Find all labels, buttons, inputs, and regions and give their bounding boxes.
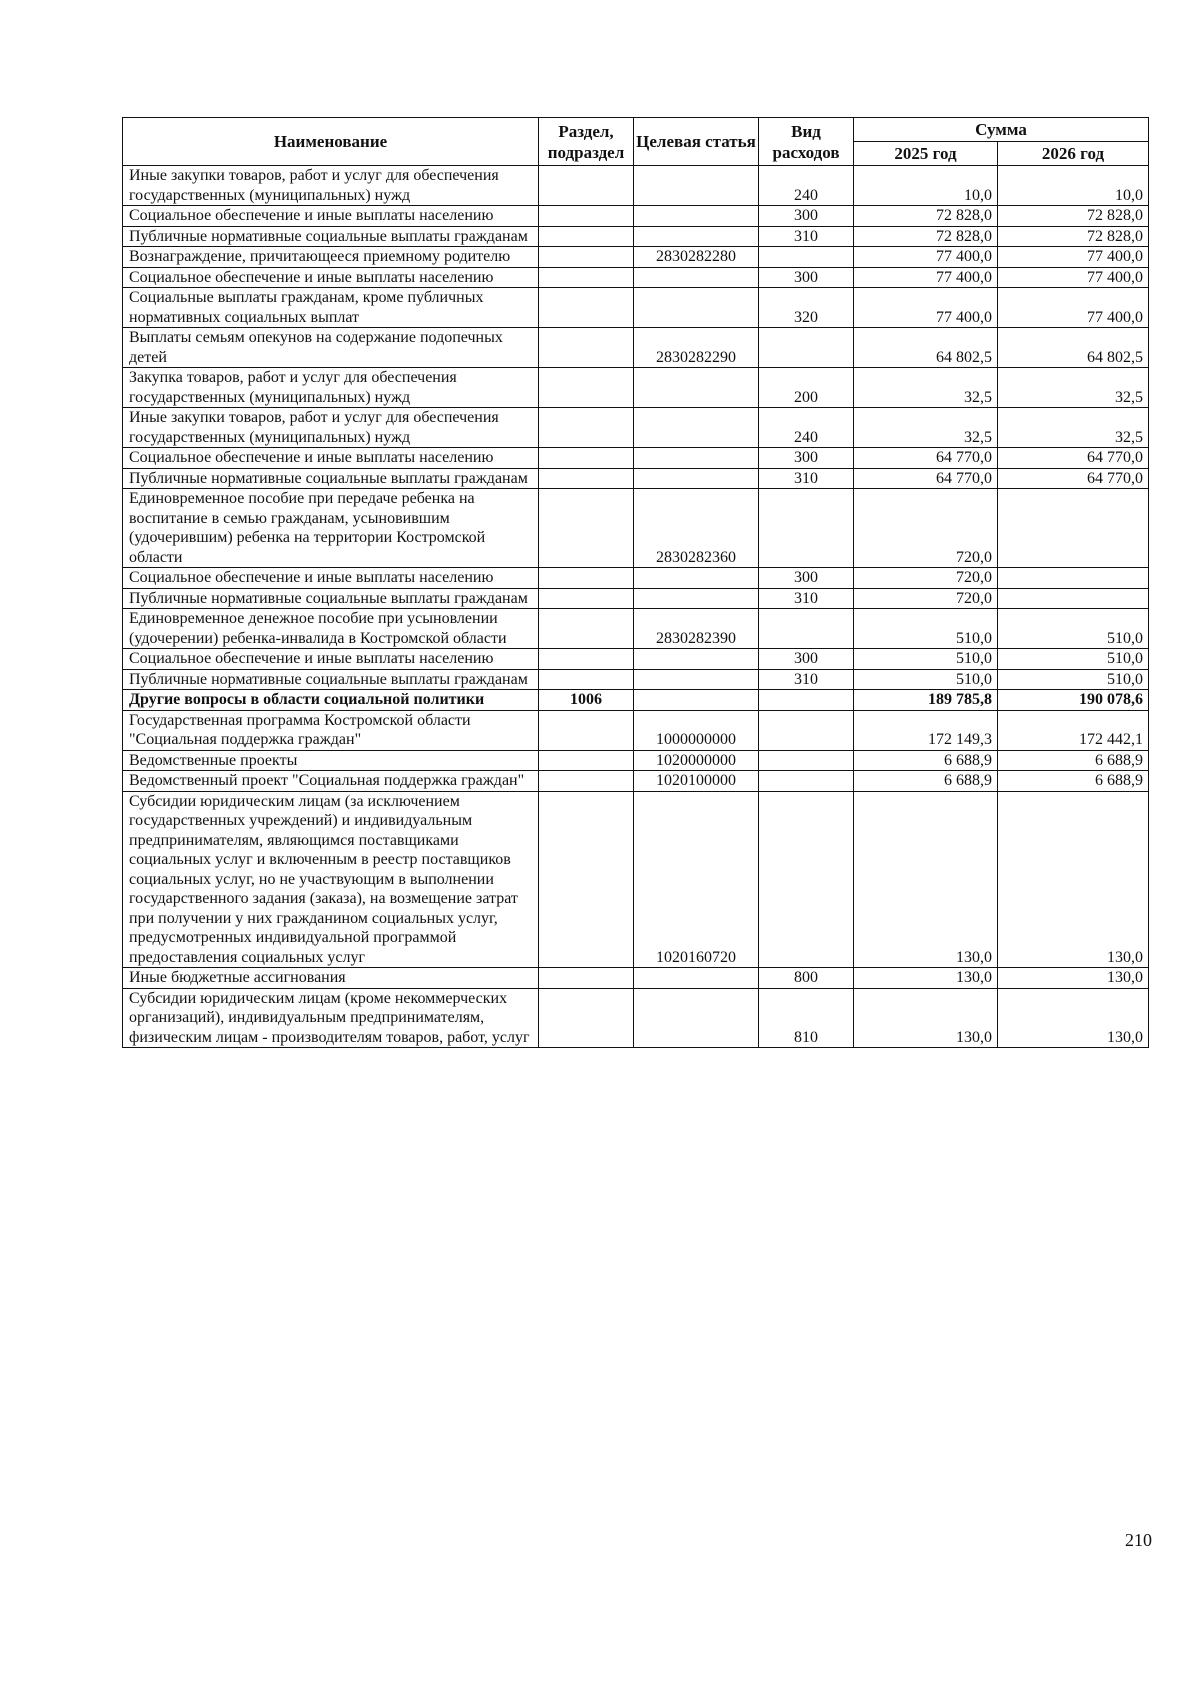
- cell-name: Иные закупки товаров, работ и услуг для обеспечения государственных (муниципальных) нужд: [123, 408, 539, 448]
- cell-2026: 510,0: [998, 649, 1149, 670]
- header-name: Наименование: [123, 118, 539, 166]
- cell-2026: 6 688,9: [998, 750, 1149, 771]
- table-row: [123, 690, 1149, 711]
- cell-target: 1020160720: [634, 791, 759, 968]
- table-row: [123, 448, 1149, 469]
- table-row: [123, 206, 1149, 227]
- cell-kind: 200: [759, 368, 854, 408]
- table-row: [123, 328, 1149, 368]
- cell-section: [539, 288, 634, 328]
- cell-kind: 310: [759, 669, 854, 690]
- table-row: [123, 468, 1149, 489]
- cell-2026: 32,5: [998, 408, 1149, 448]
- cell-target: 1020000000: [634, 750, 759, 771]
- cell-2025: 64 802,5: [854, 328, 998, 368]
- table-row: [123, 588, 1149, 609]
- cell-kind: 240: [759, 166, 854, 206]
- cell-kind: [759, 247, 854, 268]
- cell-2025: 130,0: [854, 791, 998, 968]
- cell-kind: [759, 791, 854, 968]
- cell-kind: 810: [759, 988, 854, 1048]
- cell-2025: 77 400,0: [854, 267, 998, 288]
- cell-2025: 510,0: [854, 669, 998, 690]
- cell-section: [539, 771, 634, 792]
- table-row: [123, 267, 1149, 288]
- cell-2026: 64 770,0: [998, 468, 1149, 489]
- table-row: [123, 771, 1149, 792]
- cell-kind: [759, 489, 854, 568]
- cell-target: [634, 226, 759, 247]
- cell-2026: 77 400,0: [998, 247, 1149, 268]
- cell-section: [539, 609, 634, 649]
- cell-name: Иные закупки товаров, работ и услуг для обеспечения государственных (муниципальных) нужд: [123, 166, 539, 206]
- cell-2026: 72 828,0: [998, 226, 1149, 247]
- cell-target: 1020100000: [634, 771, 759, 792]
- cell-2025: 64 770,0: [854, 468, 998, 489]
- header-year-2025: 2025 год: [854, 142, 998, 166]
- cell-2025: 32,5: [854, 408, 998, 448]
- header-year-2026: 2026 год: [998, 142, 1149, 166]
- cell-section: [539, 468, 634, 489]
- cell-section: [539, 166, 634, 206]
- cell-section: [539, 968, 634, 989]
- table-header: [123, 118, 1149, 166]
- cell-name: Социальное обеспечение и иные выплаты населению: [123, 206, 539, 227]
- cell-2026: 64 802,5: [998, 328, 1149, 368]
- cell-2025: 64 770,0: [854, 448, 998, 469]
- cell-name: Публичные нормативные социальные выплаты гражданам: [123, 669, 539, 690]
- cell-2025: 510,0: [854, 609, 998, 649]
- cell-name: Субсидии юридическим лицам (кроме некоммерческих организаций), индивидуальным предпринимателям, физическим лицам - производителям товаров, работ, услуг: [123, 988, 539, 1048]
- cell-kind: 320: [759, 288, 854, 328]
- cell-2025: 720,0: [854, 568, 998, 589]
- cell-target: [634, 588, 759, 609]
- cell-kind: 240: [759, 408, 854, 448]
- table-row: [123, 568, 1149, 589]
- cell-kind: [759, 710, 854, 750]
- cell-name: Государственная программа Костромской области "Социальная поддержка граждан": [123, 710, 539, 750]
- cell-2026: 6 688,9: [998, 771, 1149, 792]
- cell-name: Социальное обеспечение и иные выплаты населению: [123, 267, 539, 288]
- cell-section: [539, 988, 634, 1048]
- cell-target: [634, 448, 759, 469]
- cell-2026: 64 770,0: [998, 448, 1149, 469]
- cell-kind: 300: [759, 568, 854, 589]
- cell-target: [634, 669, 759, 690]
- cell-section: [539, 247, 634, 268]
- cell-2026: 77 400,0: [998, 267, 1149, 288]
- table-row: [123, 988, 1149, 1048]
- table-row: [123, 710, 1149, 750]
- cell-name: Публичные нормативные социальные выплаты гражданам: [123, 468, 539, 489]
- cell-name: Закупка товаров, работ и услуг для обеспечения государственных (муниципальных) нужд: [123, 368, 539, 408]
- cell-target: [634, 968, 759, 989]
- cell-name: Социальное обеспечение и иные выплаты населению: [123, 448, 539, 469]
- cell-2025: 77 400,0: [854, 288, 998, 328]
- cell-2025: 6 688,9: [854, 750, 998, 771]
- cell-kind: 300: [759, 267, 854, 288]
- cell-target: 1000000000: [634, 710, 759, 750]
- cell-section: [539, 489, 634, 568]
- cell-2026: 130,0: [998, 968, 1149, 989]
- cell-name: Публичные нормативные социальные выплаты гражданам: [123, 588, 539, 609]
- budget-table: [122, 117, 1149, 1048]
- cell-target: [634, 568, 759, 589]
- cell-2026: [998, 489, 1149, 568]
- cell-kind: 310: [759, 588, 854, 609]
- cell-2025: 32,5: [854, 368, 998, 408]
- cell-name: Ведомственный проект "Социальная поддержка граждан": [123, 771, 539, 792]
- cell-section: [539, 588, 634, 609]
- cell-name: Социальные выплаты гражданам, кроме публичных нормативных социальных выплат: [123, 288, 539, 328]
- cell-target: 2830282360: [634, 489, 759, 568]
- cell-target: 2830282280: [634, 247, 759, 268]
- cell-section: [539, 568, 634, 589]
- cell-2025: 720,0: [854, 588, 998, 609]
- cell-target: [634, 468, 759, 489]
- cell-section: [539, 368, 634, 408]
- cell-name: Ведомственные проекты: [123, 750, 539, 771]
- cell-target: [634, 166, 759, 206]
- cell-section: [539, 267, 634, 288]
- table-row: [123, 750, 1149, 771]
- table-row: [123, 649, 1149, 670]
- cell-name: Выплаты семьям опекунов на содержание подопечных детей: [123, 328, 539, 368]
- cell-name: Иные бюджетные ассигнования: [123, 968, 539, 989]
- cell-name: Субсидии юридическим лицам (за исключением государственных учреждений) и индивидуальным предпринимателям, являющимся поставщиками социальных услуг и включенным в реестр поставщиков социальных услуг, но не участвующим в выполнении государственного задания (заказа), на возмещение затрат при получении у них гражданином социальных услуг, предусмотренных индивидуальной программой предоставления социальных услуг: [123, 791, 539, 968]
- table-row: [123, 226, 1149, 247]
- table-row: [123, 791, 1149, 968]
- cell-target: 2830282290: [634, 328, 759, 368]
- cell-target: [634, 288, 759, 328]
- cell-2026: 510,0: [998, 609, 1149, 649]
- table-row: [123, 408, 1149, 448]
- cell-2025: 6 688,9: [854, 771, 998, 792]
- cell-2025: 130,0: [854, 968, 998, 989]
- cell-kind: 310: [759, 226, 854, 247]
- cell-target: [634, 206, 759, 227]
- cell-2026: 172 442,1: [998, 710, 1149, 750]
- cell-name: Вознаграждение, причитающееся приемному родителю: [123, 247, 539, 268]
- cell-2025: 172 149,3: [854, 710, 998, 750]
- cell-kind: 800: [759, 968, 854, 989]
- table-row: [123, 489, 1149, 568]
- cell-target: [634, 408, 759, 448]
- cell-section: [539, 791, 634, 968]
- cell-2026: [998, 568, 1149, 589]
- table-row: [123, 968, 1149, 989]
- table-row: [123, 609, 1149, 649]
- cell-target: [634, 368, 759, 408]
- cell-target: [634, 649, 759, 670]
- cell-2025: 77 400,0: [854, 247, 998, 268]
- cell-name: Другие вопросы в области социальной политики: [123, 690, 539, 711]
- cell-kind: [759, 750, 854, 771]
- cell-target: [634, 267, 759, 288]
- cell-2026: 130,0: [998, 791, 1149, 968]
- cell-section: 1006: [539, 690, 634, 711]
- cell-target: [634, 690, 759, 711]
- cell-section: [539, 328, 634, 368]
- cell-2025: 10,0: [854, 166, 998, 206]
- page-number: 210: [1125, 1530, 1152, 1550]
- table-body: [123, 166, 1149, 1048]
- cell-2025: 72 828,0: [854, 226, 998, 247]
- cell-2025: 510,0: [854, 649, 998, 670]
- cell-section: [539, 669, 634, 690]
- cell-2026: 510,0: [998, 669, 1149, 690]
- header-kind: Вид расходов: [759, 118, 854, 166]
- cell-kind: [759, 328, 854, 368]
- cell-kind: 310: [759, 468, 854, 489]
- cell-name: Единовременное денежное пособие при усыновлении (удочерении) ребенка-инвалида в Костромской области: [123, 609, 539, 649]
- cell-section: [539, 649, 634, 670]
- table-row: [123, 669, 1149, 690]
- cell-name: Публичные нормативные социальные выплаты гражданам: [123, 226, 539, 247]
- cell-2026: 72 828,0: [998, 206, 1149, 227]
- cell-kind: [759, 771, 854, 792]
- cell-section: [539, 226, 634, 247]
- cell-2025: 72 828,0: [854, 206, 998, 227]
- header-section: Раздел, подраздел: [539, 118, 634, 166]
- table-row: [123, 368, 1149, 408]
- cell-2026: 10,0: [998, 166, 1149, 206]
- cell-2026: 190 078,6: [998, 690, 1149, 711]
- cell-2026: 77 400,0: [998, 288, 1149, 328]
- cell-section: [539, 750, 634, 771]
- cell-kind: [759, 609, 854, 649]
- cell-section: [539, 206, 634, 227]
- cell-2025: 720,0: [854, 489, 998, 568]
- header-target: Целевая статья: [634, 118, 759, 166]
- cell-kind: 300: [759, 448, 854, 469]
- cell-target: 2830282390: [634, 609, 759, 649]
- cell-section: [539, 408, 634, 448]
- table-row: [123, 288, 1149, 328]
- cell-kind: 300: [759, 649, 854, 670]
- cell-2026: 32,5: [998, 368, 1149, 408]
- cell-2025: 130,0: [854, 988, 998, 1048]
- cell-2025: 189 785,8: [854, 690, 998, 711]
- cell-section: [539, 448, 634, 469]
- table-row: [123, 247, 1149, 268]
- cell-name: Социальное обеспечение и иные выплаты населению: [123, 649, 539, 670]
- table-row: [123, 166, 1149, 206]
- cell-2026: [998, 588, 1149, 609]
- cell-section: [539, 710, 634, 750]
- cell-target: [634, 988, 759, 1048]
- cell-kind: 300: [759, 206, 854, 227]
- cell-name: Социальное обеспечение и иные выплаты населению: [123, 568, 539, 589]
- cell-name: Единовременное пособие при передаче ребенка на воспитание в семью гражданам, усыновившим (удочерившим) ребенка на территории Костромской области: [123, 489, 539, 568]
- cell-kind: [759, 690, 854, 711]
- header-sum: Сумма: [854, 118, 1149, 142]
- cell-2026: 130,0: [998, 988, 1149, 1048]
